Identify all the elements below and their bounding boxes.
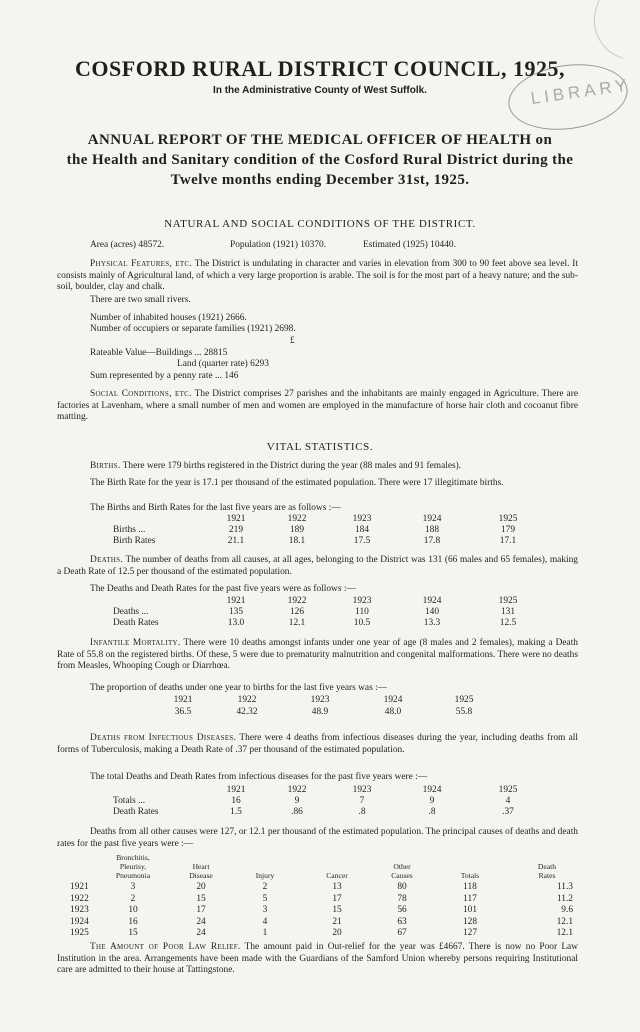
causes-cell: 117 (463, 893, 477, 904)
families-text: Number of occupiers or separate families (1921) 2698. (90, 324, 296, 334)
causes-column-header: Death Rates (537, 862, 557, 880)
page-curl-mark (583, 0, 640, 59)
physical-label: Physical Features, etc. (90, 259, 193, 269)
table-year-header: 1921 (226, 785, 246, 795)
report-heading (0, 130, 640, 190)
table-cell: 126 (289, 607, 305, 617)
table-year-header: 1925 (498, 785, 518, 795)
causes-row-year: 1923 (70, 905, 89, 915)
table-cell: 188 (424, 525, 440, 535)
causes-row-year: 1922 (70, 893, 89, 904)
table-cell: 10.5 (353, 618, 371, 628)
report-heading-line1: ANNUAL REPORT OF THE MEDICAL OFFICER OF HEALTH on (87, 132, 553, 148)
poor-law-label: The Amount of Poor Law Relief. (90, 942, 241, 952)
table-year-header: 1921 (226, 514, 246, 524)
table-year-header: 1925 (454, 695, 474, 705)
table-cell: 189 (289, 525, 305, 535)
causes-cell: 1 (262, 928, 268, 938)
table-year-header: 1923 (352, 596, 372, 606)
table-row-label: Births ... (113, 525, 146, 535)
table-cell: 9 (429, 796, 435, 806)
causes-cell: 2 (262, 882, 268, 892)
area-text: Area (acres) 48572. (90, 240, 165, 250)
table-year-header: 1921 (173, 695, 193, 705)
rateable-text: Rateable Value—Buildings ... 28815 (90, 348, 228, 358)
infant-paragraph (57, 638, 578, 673)
table-year-header: 1924 (383, 695, 403, 705)
infant-label: Infantile Mortality. (90, 638, 181, 648)
causes-cell: 2 (130, 893, 136, 904)
causes-cell: 16 (128, 916, 138, 927)
table-cell: 12.1 (288, 618, 306, 628)
table-cell: 55.8 (455, 707, 473, 717)
births-label: Births. (90, 461, 121, 471)
causes-cell: 17 (196, 905, 206, 915)
causes-cell: 118 (463, 882, 477, 892)
causes-cell: 101 (462, 905, 478, 915)
poor-law-paragraph (57, 942, 578, 977)
table-cell: .8 (358, 807, 366, 817)
table-year-header: 1922 (287, 785, 307, 795)
causes-cell: 128 (462, 916, 478, 927)
physical-paragraph (57, 259, 578, 294)
library-stamp: LIBRARY (504, 57, 632, 137)
table-year-header: 1925 (498, 596, 518, 606)
causes-cell: 63 (397, 916, 407, 927)
infectious-label: Deaths from Infectious Diseases. (90, 733, 237, 743)
causes-cell: 10 (128, 905, 138, 915)
infectious-table-intro: The total Deaths and Death Rates from infectious diseases for the past five years were :— (90, 772, 428, 782)
causes-cell: 11.2 (556, 893, 573, 904)
causes-row-year: 1924 (70, 916, 89, 927)
causes-cell: 127 (462, 928, 478, 938)
table-year-header: 1923 (352, 785, 372, 795)
infant-text: There were 10 deaths amongst infants under one year of age (8 males and 2 females), making a Death Rate of 55.8 on the registered births. Of these, 5 were due to prematurity malnutrition and congenital malformations. There were no deaths from Measles, Whooping Cough or Diarrhœa. (57, 638, 578, 672)
causes-column-header: Bronchitis, Pleurisy, Pneumonia (115, 853, 151, 880)
causes-cell: 5 (262, 893, 268, 904)
report-heading-line3: Twelve months ending December 31st, 1925. (170, 172, 470, 188)
table-cell: 21.1 (227, 536, 245, 546)
table-year-header: 1923 (352, 514, 372, 524)
table-cell: 18.1 (288, 536, 306, 546)
causes-cell: 12.1 (556, 928, 573, 938)
causes-column-header: Other Causes (391, 862, 413, 880)
table-year-header: 1921 (226, 596, 246, 606)
social-label: Social Conditions, etc. (90, 389, 192, 399)
deaths-text: The number of deaths from all causes, at all ages, belonging to the District was 131 (66 males and 65 females), making a Death Rate of 12.5 per thousand of the estimated population. (57, 555, 578, 577)
population-text: Population (1921) 10370. (230, 240, 327, 250)
infant-table-intro: The proportion of deaths under one year to births for the last five years was :— (90, 683, 388, 693)
table-year-header: 1924 (422, 596, 442, 606)
causes-column-header: Heart Disease (189, 862, 213, 880)
causes-cell: 21 (332, 916, 342, 927)
physical-text: The District is undulating in character and varies in elevation from 300 to 90 feet above sea level. It consists mainly of Agricultural land, of which a very large proportion is arable. The soil is for the most part of a heavy nature; and the sub-soil, boulder, clay and chalk. (57, 259, 579, 293)
table-cell: 48.0 (384, 707, 402, 717)
rivers-text: There are two small rivers. (90, 295, 191, 305)
table-cell: 16 (231, 796, 241, 806)
causes-cell: 15 (196, 893, 206, 904)
causes-row-year: 1925 (70, 928, 89, 938)
table-row-label: Death Rates (113, 618, 159, 628)
report-heading-line2: the Health and Sanitary condition of the Cosford Rural District during the (66, 152, 574, 168)
pound-symbol: £ (290, 336, 295, 346)
causes-cell: 12.1 (556, 916, 573, 927)
table-cell: 12.5 (499, 618, 517, 628)
table-cell: 13.0 (227, 618, 245, 628)
report-subtitle: In the Administrative County of West Suffolk. (213, 85, 427, 96)
births-paragraph (57, 461, 578, 473)
causes-cell: 20 (332, 928, 342, 938)
table-row-label: Deaths ... (113, 607, 149, 617)
table-row-label: Death Rates (113, 807, 159, 817)
table-cell: .37 (502, 807, 514, 817)
penny-rate-text: Sum represented by a penny rate ... 146 (90, 371, 239, 381)
table-row-label: Birth Rates (113, 536, 156, 546)
infectious-paragraph (57, 733, 578, 756)
causes-cell: 3 (262, 905, 268, 915)
causes-cell: 3 (130, 882, 136, 892)
causes-cell: 78 (397, 893, 407, 904)
table-year-header: 1925 (498, 514, 518, 524)
causes-row-year: 1921 (70, 882, 89, 892)
table-cell: 42.32 (236, 707, 258, 717)
births-text: There were 179 births registered in the District during the year (88 males and 91 females). (120, 461, 462, 471)
table-cell: 184 (354, 525, 370, 535)
table-cell: 219 (228, 525, 244, 535)
causes-column-header: Injury (255, 871, 275, 880)
section-heading-natural: NATURAL AND SOCIAL CONDITIONS OF THE DISTRICT. (164, 218, 476, 230)
causes-cell: 20 (196, 882, 206, 892)
causes-column-header: Cancer (326, 871, 348, 880)
table-year-header: 1922 (237, 695, 257, 705)
table-year-header: 1923 (310, 695, 330, 705)
death-table-intro: The Deaths and Death Rates for the past five years were as follows :— (90, 584, 356, 594)
deaths-label: Deaths. (90, 555, 123, 565)
causes-column-header: Totals (460, 871, 480, 880)
poor-law-text: The amount paid in Out-relief for the year was £4667. There is now no Poor Law Institution in the area. Arrangements have been made with the Guardians of the Samford Union whereby persons requiring Institutional care are admitted to their house at Tattingstone. (57, 942, 578, 976)
table-cell: 179 (500, 525, 516, 535)
table-year-header: 1924 (422, 514, 442, 524)
table-cell: .8 (428, 807, 436, 817)
causes-cell: 4 (262, 916, 268, 927)
infectious-text: There were 4 deaths from infectious diseases during the year, including deaths from all forms of Tuberculosis, making a Death Rate of .37 per thousand of the estimated population. (57, 733, 578, 755)
table-cell: 9 (294, 796, 300, 806)
table-cell: 36.5 (174, 707, 192, 717)
birth-rate-paragraph: The Birth Rate for the year is 17.1 per thousand of the estimated population. There were 17 illegitimate births. (90, 478, 504, 488)
social-paragraph (57, 389, 578, 424)
causes-cell: 67 (397, 928, 407, 938)
table-cell: 48.9 (311, 707, 329, 717)
social-text: The District comprises 27 parishes and the inhabitants are mainly engaged in Agriculture. There are factories at Lavenham, where a small number of men and women are employed in the manufacture of horse hair cloth and cocoanut fibre matting. (57, 389, 578, 423)
causes-cell: 13 (332, 882, 342, 892)
causes-cell: 24 (196, 928, 206, 938)
table-cell: 131 (500, 607, 516, 617)
causes-cell: 17 (332, 893, 342, 904)
causes-cell: 56 (397, 905, 407, 915)
table-year-header: 1924 (422, 785, 442, 795)
causes-cell: 15 (128, 928, 138, 938)
table-year-header: 1922 (287, 514, 307, 524)
other-causes-paragraph: Deaths from all other causes were 127, or 12.1 per thousand of the estimated population. The principal causes of deaths and death rates for the past five years were :— (57, 827, 578, 849)
table-cell: 17.1 (499, 536, 517, 546)
table-cell: 135 (228, 607, 244, 617)
table-cell: 110 (355, 607, 369, 617)
table-cell: .86 (291, 807, 303, 817)
causes-cell: 11.3 (556, 882, 573, 892)
report-title: COSFORD RURAL DISTRICT COUNCIL, 1925, (75, 56, 565, 81)
causes-cell: 80 (397, 882, 407, 892)
table-cell: 1.5 (230, 807, 242, 817)
table-cell: 4 (505, 796, 511, 806)
land-text: Land (quarter rate) 6293 (177, 359, 269, 369)
causes-cell: 24 (196, 916, 206, 927)
causes-cell: 15 (332, 905, 342, 915)
table-cell: 140 (424, 607, 440, 617)
table-cell: 7 (359, 796, 365, 806)
deaths-paragraph (57, 555, 578, 578)
table-cell: 13.3 (423, 618, 441, 628)
table-row-label: Totals ... (113, 796, 146, 806)
causes-cell: 9.6 (561, 905, 573, 915)
table-year-header: 1922 (287, 596, 307, 606)
birth-table-intro: The Births and Birth Rates for the last five years are as follows :— (90, 503, 341, 513)
estimated-text: Estimated (1925) 10440. (363, 240, 456, 250)
table-cell: 17.5 (353, 536, 371, 546)
houses-text: Number of inhabited houses (1921) 2666. (90, 313, 247, 323)
table-cell: 17.8 (423, 536, 441, 546)
section-heading-vital: VITAL STATISTICS. (266, 441, 374, 453)
